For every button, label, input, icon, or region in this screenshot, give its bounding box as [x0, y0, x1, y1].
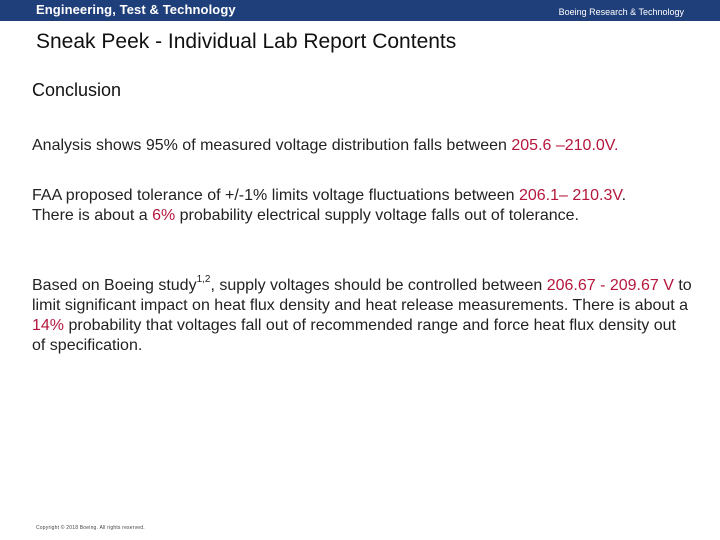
p2-percent: 6%: [152, 207, 176, 224]
p1-text: Analysis shows 95% of measured voltage distribution falls between: [32, 137, 512, 154]
p3-text-1: Based on Boeing study: [32, 277, 197, 294]
paragraph-boeing-study: [32, 273, 692, 356]
slide-title: Sneak Peek - Individual Lab Report Contents: [36, 30, 457, 53]
p3-text-4: probability that voltages fall out of recommended range and force heat flux density out of specification.: [32, 317, 676, 354]
header-banner: [0, 0, 720, 21]
section-heading: Conclusion: [32, 80, 122, 100]
paragraph-faa-tolerance: [32, 186, 662, 226]
p2-text-2: . There is about a: [32, 187, 627, 224]
p3-percent: 14%: [32, 317, 65, 334]
p3-range: 206.67 - 209.67 V: [546, 277, 674, 294]
paragraph-analysis: [32, 136, 712, 156]
brand-title: Engineering, Test & Technology: [36, 2, 236, 17]
copyright-footer: Copyright © 2018 Boeing. All rights reserved.: [36, 525, 145, 531]
p1-range: 205.6 –210.0V.: [511, 137, 619, 154]
p3-text-3: to limit significant impact on heat flux density and heat release measurements. There is about a: [32, 277, 692, 314]
p2-text-3: probability electrical supply voltage falls out of tolerance.: [175, 207, 579, 224]
p2-range: 206.1– 210.3V: [518, 187, 622, 204]
p3-citation: 1,2: [196, 273, 211, 285]
p2-text-1: FAA proposed tolerance of +/-1% limits voltage fluctuations between: [32, 187, 519, 204]
org-label: Boeing Research & Technology: [558, 7, 684, 17]
p3-text-2: , supply voltages should be controlled between: [210, 277, 547, 294]
